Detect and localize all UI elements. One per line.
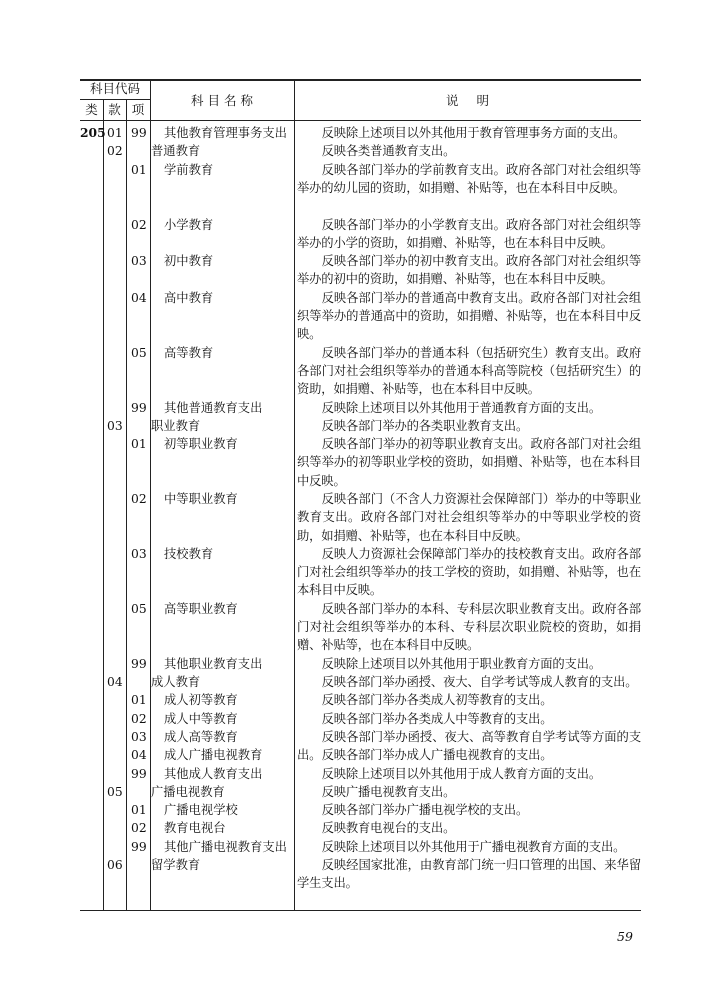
row-description: 反映各部门举办广播电视学校的支出。	[321, 803, 529, 818]
row-item-code: 99	[131, 656, 147, 671]
row-subject-name: 其他教育管理事务支出	[164, 126, 287, 140]
row-section-code: 01	[107, 126, 123, 140]
row-description: 反映各部门举办的各类职业教育支出。	[321, 418, 529, 433]
table-row	[80, 801, 641, 819]
row-description: 反映各部门举办的普通高中教育支出。政府各部门对社会组织等举办的普通高中的资助，如捐赠、补贴等，也在本科目中反映。	[297, 290, 641, 342]
row-description: 反映除上述项目以外其他用于普通教育方面的支出。	[321, 400, 601, 415]
row-description: 反映除上述项目以外其他用于成人教育方面的支出。	[321, 766, 601, 781]
row-section-code: 04	[107, 675, 123, 689]
header-xiang: 项	[131, 102, 145, 117]
row-subject-name: 成人高等教育	[164, 729, 238, 744]
row-item-code: 02	[131, 821, 147, 836]
table-row	[80, 838, 641, 856]
row-description: 反映各部门举办的普通本科（包括研究生）教育支出。政府各部门对社会组织等举办的普通本科高等院校（包括研究生）的资助，如捐赠、补贴等，也在本科目中反映。	[297, 345, 641, 397]
row-item-code: 01	[131, 437, 147, 452]
table-row	[80, 655, 641, 673]
row-description: 反映各部门举办的小学教育支出。政府各部门对社会组织等举办的小学的资助，如捐赠、补贴等，也在本科目中反映。	[297, 217, 641, 250]
row-item-code: 01	[131, 803, 147, 818]
code-subheader-rule	[80, 99, 150, 100]
row-subject-name: 初中教育	[164, 254, 214, 269]
row-item-code: 03	[131, 254, 147, 269]
code-table	[80, 79, 641, 911]
row-description: 反映除上述项目以外其他用于教育管理事务方面的支出。	[321, 126, 626, 140]
row-item-code: 99	[131, 400, 147, 415]
table-row	[80, 124, 641, 142]
table-row	[80, 252, 641, 289]
row-subject-name: 其他广播电视教育支出	[164, 839, 287, 854]
row-description: 反映各部门举办的学前教育支出。政府各部门对社会组织等举办的幼儿园的资助，如捐赠、补贴等，也在本科目中反映。	[297, 162, 641, 195]
row-section-code: 03	[107, 418, 123, 433]
row-item-code: 01	[131, 162, 147, 177]
row-description: 反映各部门（不含人力资源社会保障部门）举办的中等职业教育支出。政府各部门对社会组织等举办的中等职业学校的资助，如捐赠、补贴等，也在本科目中反映。	[297, 492, 641, 543]
row-subject-name: 成人教育	[151, 675, 201, 689]
row-subject-name: 学前教育	[164, 162, 214, 177]
row-subject-name: 高等教育	[164, 345, 214, 360]
row-subject-name: 高中教育	[164, 290, 214, 305]
table-row	[80, 399, 641, 417]
row-subject-name: 普通教育	[151, 144, 201, 159]
row-item-code: 03	[131, 546, 147, 561]
table-row	[80, 765, 641, 783]
row-item-code: 05	[131, 345, 147, 360]
table-row	[80, 856, 641, 893]
row-description: 反映各部门举办函授、夜大、自学考试等成人教育的支出。	[321, 675, 638, 689]
row-item-code: 01	[131, 693, 147, 708]
header-desc: 说 明	[446, 93, 489, 108]
bottom-rule	[80, 910, 641, 911]
table-row	[80, 435, 641, 490]
row-item-code: 02	[131, 711, 147, 726]
page-number: 59	[617, 929, 633, 944]
row-item-code: 02	[131, 217, 147, 232]
row-subject-name: 初等职业教育	[164, 437, 238, 452]
table-row	[80, 545, 641, 600]
row-subject-name: 高等职业教育	[164, 601, 238, 616]
row-class-code: 205	[80, 125, 106, 140]
row-description: 反映各部门举办函授、夜大、高等教育自学考试等方面的支出。	[297, 729, 641, 763]
row-subject-name: 职业教育	[151, 418, 201, 433]
row-subject-name: 其他职业教育支出	[164, 656, 263, 671]
row-description: 反映各部门举办各类成人初等教育的支出。	[321, 693, 553, 708]
row-description: 反映各部门举办的初等职业教育支出。政府各部门对社会组织等举办的初等职业学校的资助，如捐赠、补贴等，也在本科目中反映。	[297, 437, 641, 488]
table-row	[80, 417, 641, 435]
row-section-code: 02	[107, 144, 123, 159]
row-subject-name: 成人中等教育	[164, 711, 238, 726]
row-description: 反映各部门举办成人广播电视教育的支出。	[321, 748, 553, 763]
row-description: 反映各部门举办的本科、专科层次职业教育支出。政府各部门对社会组织等举办的本科、专科层次职业院校的资助，如捐赠、补贴等，也在本科目中反映。	[297, 601, 641, 653]
row-subject-name: 成人广播电视教育	[164, 748, 263, 763]
row-item-code: 05	[131, 601, 147, 616]
header-name: 科 目 名 称	[191, 93, 253, 108]
table-row	[80, 344, 641, 399]
header-kuan: 款	[108, 102, 121, 117]
row-item-code: 04	[131, 748, 147, 763]
table-row	[80, 142, 641, 160]
table-row	[80, 490, 641, 545]
row-item-code: 02	[131, 492, 147, 506]
table-row	[80, 746, 641, 764]
table-row	[80, 289, 641, 344]
row-description: 反映人力资源社会保障部门举办的技校教育支出。政府各部门对社会组织等举办的技工学校的资助，如捐赠、补贴等，也在本科目中反映。	[297, 546, 641, 598]
row-item-code: 99	[131, 126, 147, 140]
table-row	[80, 600, 641, 655]
row-item-code: 99	[131, 766, 147, 781]
row-subject-name: 留学教育	[151, 858, 201, 872]
table-row	[80, 710, 641, 728]
row-description: 反映经国家批准，由教育部门统一归口管理的出国、来华留学生支出。	[297, 858, 641, 891]
row-subject-name: 中等职业教育	[164, 492, 238, 506]
row-item-code: 03	[131, 729, 147, 744]
row-description: 反映除上述项目以外其他用于职业教育方面的支出。	[321, 656, 601, 671]
row-description: 反映除上述项目以外其他用于广播电视教育方面的支出。	[321, 839, 626, 854]
header-bottom-rule	[80, 120, 641, 121]
row-description: 反映各部门举办的初中教育支出。政府各部门对社会组织等举办的初中的资助，如捐赠、补贴等，也在本科目中反映。	[297, 254, 641, 287]
table-row	[80, 673, 641, 691]
table-row	[80, 783, 641, 801]
header-lei: 类	[85, 102, 98, 117]
row-section-code: 06	[107, 858, 123, 872]
table-row	[80, 161, 641, 216]
header-code-group: 科目代码	[89, 81, 140, 96]
row-subject-name: 其他成人教育支出	[164, 766, 263, 781]
row-item-code: 04	[131, 290, 147, 305]
row-section-code: 05	[107, 784, 123, 799]
row-subject-name: 小学教育	[164, 217, 214, 232]
table-row	[80, 819, 641, 837]
row-description: 反映各类普通教育支出。	[321, 144, 456, 159]
row-subject-name: 广播电视学校	[164, 803, 238, 818]
row-subject-name: 教育电视台	[164, 821, 226, 836]
table-row	[80, 691, 641, 709]
row-subject-name: 其他普通教育支出	[164, 400, 263, 415]
table-row	[80, 216, 641, 253]
row-description: 反映教育电视台的支出。	[321, 821, 456, 836]
row-item-code: 99	[131, 839, 147, 854]
row-subject-name: 成人初等教育	[164, 693, 238, 708]
row-subject-name: 技校教育	[164, 546, 214, 561]
row-description: 反映各部门举办各类成人中等教育的支出。	[321, 711, 553, 726]
row-description: 反映广播电视教育支出。	[321, 784, 456, 799]
row-subject-name: 广播电视教育	[151, 784, 225, 799]
top-rule	[80, 79, 641, 81]
